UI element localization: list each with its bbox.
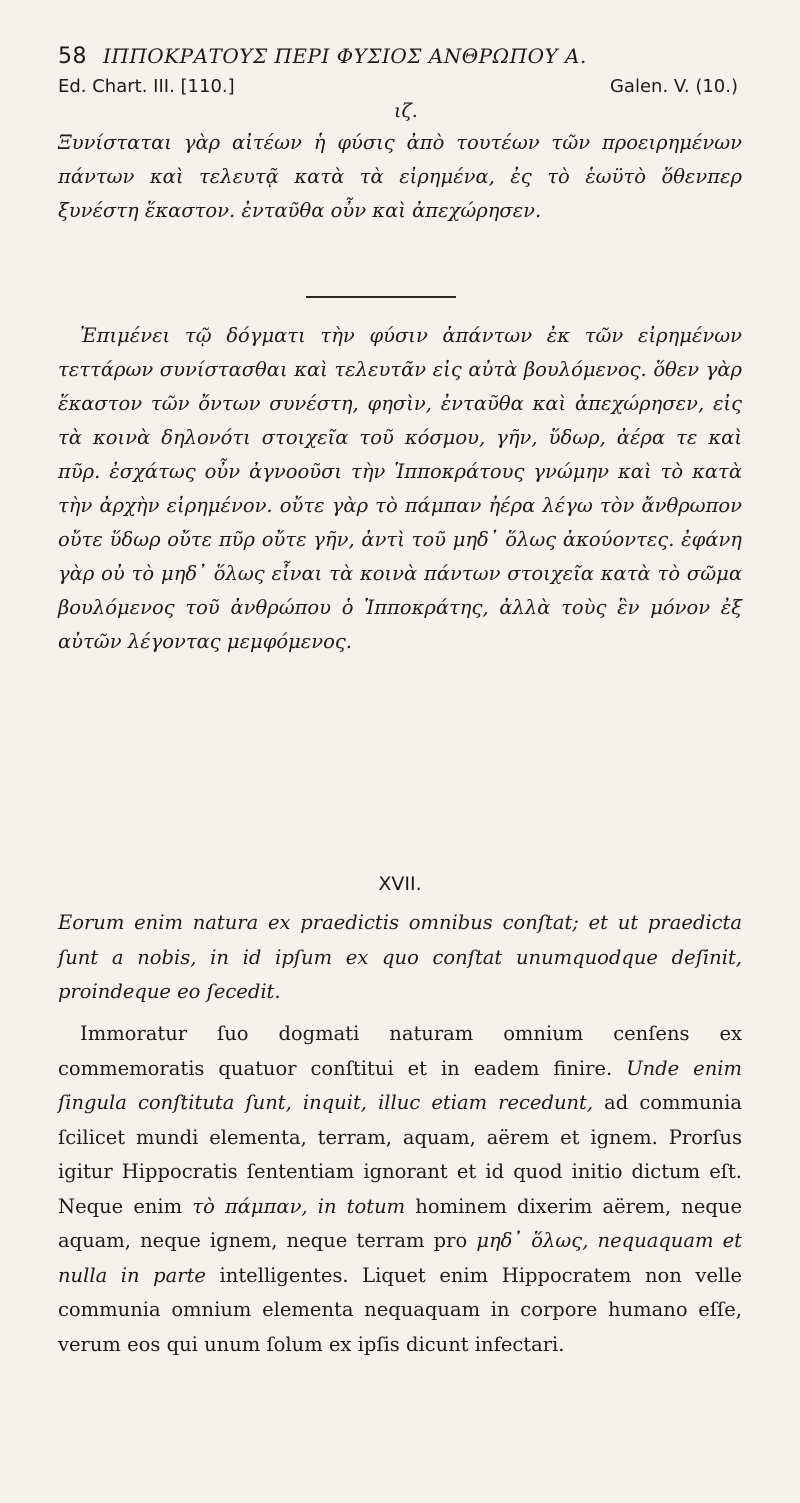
latin-commentary — [58, 1017, 742, 1362]
latin-commentary-paragraph — [58, 1017, 742, 1362]
latin-italic-segment: τὸ πάμπαν, in totum — [192, 1194, 406, 1218]
latin-roman-segment: intelligentes. Liquet enim Hippocratem non velle communia omnium elementa nequaquam in corpore humano eſſe, verum eos qui unum ſolum ex ipſis dicunt infectari. — [58, 1263, 742, 1356]
greek-hippocrates-text — [58, 126, 742, 228]
greek-galen-commentary — [58, 319, 742, 659]
chapter-number: XVII. — [378, 873, 422, 895]
greek-text-paragraph: Ξυνίσταται γὰρ αἰτέων ἡ φύσις ἀπὸ τουτέων τῶν προειρημένων πάντων καὶ τελευτᾷ κατὰ τὰ εἰρημένα, ἐς τὸ ἑωϋτὸ ὅθενπερ ξυνέστη ἕκαστον. ἐνταῦθα οὖν καὶ ἀπεχώρησεν. — [58, 131, 742, 222]
latin-roman-segment: Immoratur ſuo dogmati naturam omnium cenſens ex commemoratis quatuor conſtitui et in eadem finire. — [58, 1022, 742, 1080]
page-number: 58 — [58, 44, 87, 69]
latin-translation-paragraph: Eorum enim natura ex praedictis omnibus conſtat; et ut praedicta ſunt a nobis, in id ipſum ex quo conſtat unumquodque deſinit, proindeque eo ſecedit. — [58, 911, 742, 1003]
greek-commentary-paragraph: Ἐπιμένει τῷ δόγματι τὴν φύσιν ἁπάντων ἐκ τῶν εἰρημένων τεττάρων συνίστασθαι καὶ τελευτᾶν εἰς αὐτὰ βουλόμενος. ὅθεν γὰρ ἕκαστον τῶν ὄντων συνέστη, φησὶν, ἐνταῦθα καὶ ἀπεχώρησεν, εἰς τὰ κοινὰ δηλονότι στοιχεῖα τοῦ κόσμου, γῆν, ὕδωρ, ἀέρα τε καὶ πῦρ. ἐσχάτως οὖν ἀγνοοῦσι τὴν Ἱπποκράτους γνώμην καὶ τὸ κατὰ τὴν ἀρχὴν εἰρημένον. οὔτε γὰρ τὸ πάμπαν ἠέρα λέγω τὸν ἄνθρωπον οὔτε ὕδωρ οὔτε πῦρ οὔτε γῆν, ἀντὶ τοῦ μηδ᾽ ὅλως ἀκούοντες. ἐφάνη γὰρ οὐ τὸ μηδ᾽ ὅλως εἶναι τὰ κοινὰ πάντων στοιχεῖα κατὰ τὸ σῶμα βουλόμενος τοῦ ἀνθρώπου ὁ Ἱπποκράτης, ἀλλὰ τοὺς ἓν μόνον ἐξ αὐτῶν λέγοντας μεμφόμενος. — [58, 324, 742, 653]
edition-references — [58, 76, 738, 97]
latin-italic-segment: μηδ᾽ ὅλως, nequaquam et nulla in parte — [58, 1229, 742, 1287]
latin-italic-segment: Unde enim ſingula conſtituta ſunt, inquit, illuc etiam recedunt, — [58, 1056, 742, 1114]
edition-left: Ed. Chart. III. [110.] — [58, 76, 235, 97]
edition-right: Galen. V. (10.) — [609, 76, 738, 97]
latin-roman-segment: hominem dixerim aërem, neque aquam, neque ignem, neque terram pro — [58, 1194, 742, 1252]
section-number: ιζ. — [394, 100, 418, 122]
latin-translation — [58, 906, 742, 1010]
latin-roman-segment: ad communia ſcilicet mundi elementa, terram, aquam, aërem et ignem. Prorſus igitur Hippocratis ſententiam ignorant et id quod initio dictum eſt. Neque enim — [58, 1091, 742, 1218]
section-divider — [306, 296, 456, 298]
running-title: ΙΠΠΟΚΡΑΤΟΥΣ ΠΕΡΙ ΦΥΣΙΟΣ ΑΝΘΡΩΠΟΥ Α. — [103, 44, 587, 68]
running-header — [58, 44, 748, 69]
